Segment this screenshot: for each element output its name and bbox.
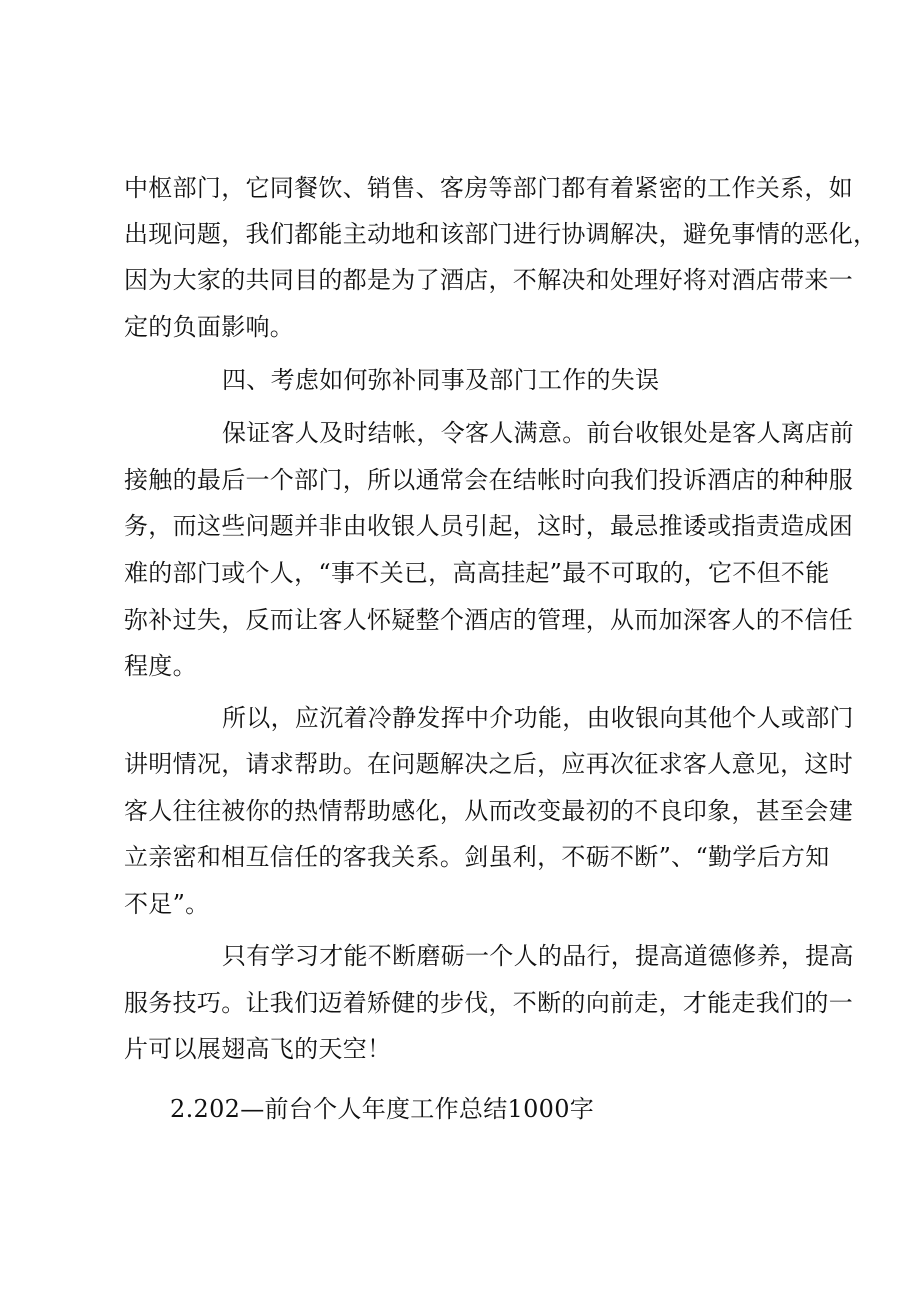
paragraph-3-line-2: 讲明情况，请求帮助。在问题解决之后，应再次征求客人意见，这时: [124, 750, 853, 778]
paragraph-4-line-1: 只有学习才能不断磨砺一个人的品行，提高道德修养，提高: [222, 942, 854, 970]
paragraph-1-line-3: 因为大家的共同目的都是为了酒店，不解决和处理好将对酒店带来一: [124, 266, 853, 294]
next-article-heading: 2.202—前台个人年度工作总结1000字: [170, 1095, 595, 1123]
paragraph-1-line-2: 出现问题，我们都能主动地和该部门进行协调解决，避免事情的恶化，: [124, 220, 878, 248]
paragraph-3-line-4: 立亲密和相互信任的客我关系。剑虽利，不砺不断”、“勤学后方知: [124, 843, 830, 871]
paragraph-4-line-3: 片可以展翅高飞的天空！: [124, 1035, 392, 1063]
paragraph-2-line-6: 程度。: [124, 652, 197, 680]
paragraph-2-line-4: 难的部门或个人，“事不关已，高高挂起”最不可取的，它不但不能: [124, 559, 830, 587]
paragraph-2-line-2: 接触的最后一个部门，所以通常会在结帐时向我们投诉酒店的种种服: [124, 466, 853, 494]
paragraph-2-line-1: 保证客人及时结帐，令客人满意。前台收银处是客人离店前: [222, 419, 854, 447]
paragraph-3-line-3: 客人往往被你的热情帮助感化，从而改变最初的不良印象，甚至会建: [124, 797, 853, 825]
paragraph-1-line-1: 中枢部门，它同餐饮、销售、客房等部门都有着紧密的工作关系，如: [124, 174, 853, 202]
paragraph-3-line-5: 不足”。: [124, 890, 210, 918]
paragraph-1-line-4: 定的负面影响。: [124, 313, 295, 341]
paragraph-2-line-3: 务，而这些问题并非由收银人员引起，这时，最忌推诿或指责造成困: [124, 512, 853, 540]
section-heading: 四、考虑如何弥补同事及部门工作的失误: [222, 366, 660, 394]
paragraph-4-line-2: 服务技巧。让我们迈着矫健的步伐，不断的向前走，才能走我们的一: [124, 989, 853, 1017]
paragraph-2-line-5: 弥补过失，反而让客人怀疑整个酒店的管理，从而加深客人的不信任: [124, 606, 853, 634]
paragraph-3-line-1: 所以，应沉着冷静发挥中介功能，由收银向其他个人或部门: [222, 704, 854, 732]
